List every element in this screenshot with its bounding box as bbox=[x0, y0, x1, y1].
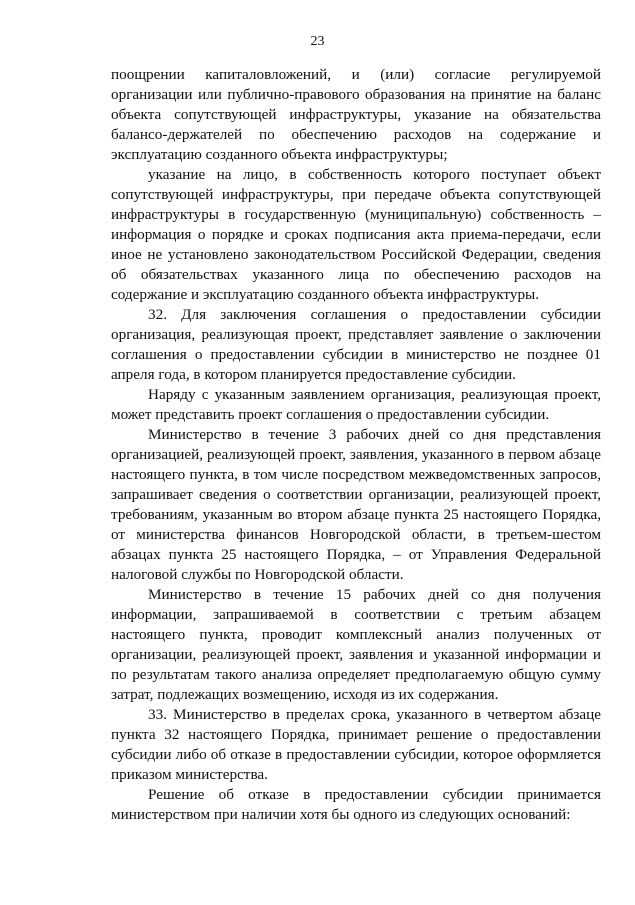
paragraph: Решение об отказе в предоставлении субсидии принимается министерством при наличии хотя бы одного из следующих оснований: bbox=[111, 786, 601, 823]
paragraph: Наряду с указанным заявлением организация, реализующая проект, может представить проект соглашения о предоставлении субсидии. bbox=[111, 386, 601, 423]
paragraph: 32. Для заключения соглашения о предоставлении субсидии организация, реализующая проект, представляет заявление о заключении соглашения о предоставлении субсидии в министерство не позднее 01 апреля года, в котором планируется предоставление субсидии. bbox=[111, 306, 601, 383]
paragraph: 33. Министерство в пределах срока, указанного в четвертом абзаце пункта 32 настоящего Порядка, принимает решение о предоставлении субсидии либо об отказе в предоставлении субсидии, которое оформляется приказом министерства. bbox=[111, 706, 601, 783]
page-number: 23 bbox=[310, 34, 325, 49]
paragraph: Министерство в течение 15 рабочих дней со дня получения информации, запрашиваемой в соответствии с третьим абзацем настоящего пункта, проводит комплексный анализ полученных от организации, реализующей проект, заявления и указанной информации и по результатам такого анализа определяет предполагаемую общую сумму затрат, подлежащих возмещению, исходя из их содержания. bbox=[111, 586, 601, 703]
paragraph: поощрении капиталовложений, и (или) согласие регулируемой организации или публично-правового образования на принятие на баланс объекта сопутствующей инфраструктуры, указание на обязательства балансо-держателей по обеспечению расходов на содержание и эксплуатацию созданного объекта инфраструктуры; bbox=[111, 66, 601, 163]
paragraph: указание на лицо, в собственность которого поступает объект сопутствующей инфраструктуры, при передаче объекта сопутствующей инфраструктуры в государственную (муниципальную) собственность – информация о порядке и сроках подписания акта приема-передачи, если иное не установлено законодательством Российской Федерации, сведения об обязательствах указанного лица по обеспечению расходов на содержание и эксплуатацию созданного объекта инфраструктуры. bbox=[111, 166, 601, 303]
paragraph: Министерство в течение 3 рабочих дней со дня представления организацией, реализующей проект, заявления, указанного в первом абзаце настоящего пункта, в том числе посредством межведомственных запросов, запрашивает сведения о соответствии организации, реализующей проект, требованиям, указанным во втором абзаце пункта 25 настоящего Порядка, от министерства финансов Новгородской области, в третьем-шестом абзацах пункта 25 настоящего Порядка, – от Управления Федеральной налоговой службы по Новгородской области. bbox=[111, 426, 601, 583]
document-body bbox=[111, 65, 601, 825]
